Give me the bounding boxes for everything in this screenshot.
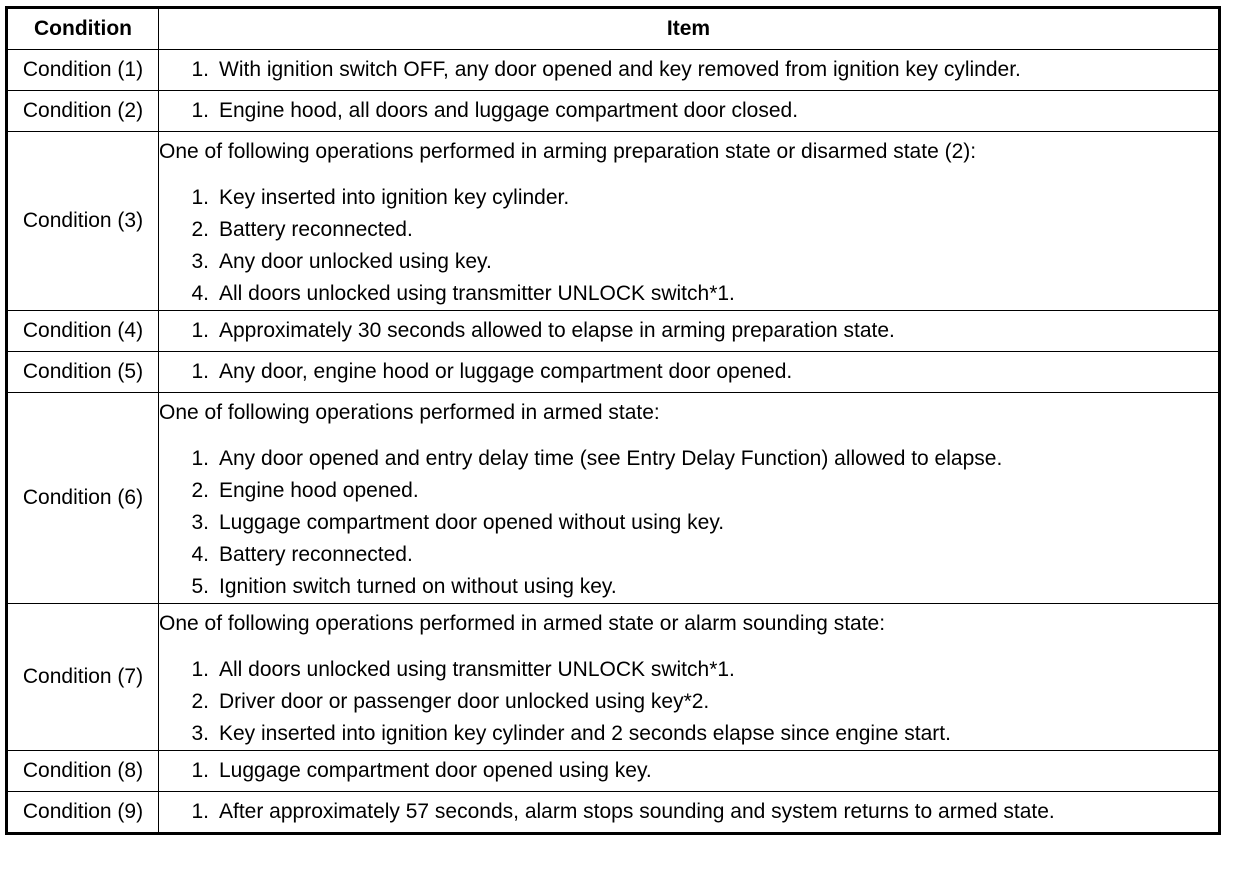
list-item-text: After approximately 57 seconds, alarm stops sounding and system returns to armed state. bbox=[219, 800, 1055, 823]
table-row bbox=[7, 792, 1220, 834]
list-item bbox=[159, 755, 1218, 787]
list-item-text: Any door, engine hood or luggage compartment door opened. bbox=[219, 360, 793, 383]
item-cell bbox=[159, 311, 1220, 352]
list-item-text: With ignition switch OFF, any door opened and key removed from ignition key cylinder. bbox=[219, 58, 1021, 81]
list-item-number: 2. bbox=[191, 218, 209, 241]
list-item-text: Luggage compartment door opened using key. bbox=[219, 759, 652, 782]
list-item-number: 1. bbox=[191, 319, 209, 342]
list-item-text: Luggage compartment door opened without using key. bbox=[219, 511, 725, 534]
list-item bbox=[159, 95, 1218, 127]
list-item-text: Driver door or passenger door unlocked using key*2. bbox=[219, 690, 710, 713]
list-item-text: Battery reconnected. bbox=[219, 218, 413, 241]
list-item-text: Key inserted into ignition key cylinder and 2 seconds elapse since engine start. bbox=[219, 722, 951, 745]
item-intro-text: One of following operations performed in armed state: bbox=[159, 401, 660, 424]
item-cell bbox=[159, 751, 1220, 792]
list-item-text: Battery reconnected. bbox=[219, 543, 413, 566]
list-item-number: 1. bbox=[191, 360, 209, 383]
list-item-number: 1. bbox=[191, 186, 209, 209]
item-list bbox=[159, 443, 1218, 603]
table-row bbox=[7, 393, 1220, 604]
list-item-number: 4. bbox=[191, 543, 209, 566]
item-cell bbox=[159, 792, 1220, 834]
item-list bbox=[159, 755, 1218, 787]
item-list bbox=[159, 356, 1218, 388]
table-row bbox=[7, 311, 1220, 352]
list-item bbox=[159, 214, 1218, 246]
list-item-number: 1. bbox=[191, 58, 209, 81]
list-item-text: All doors unlocked using transmitter UNLOCK switch*1. bbox=[219, 658, 735, 681]
list-item bbox=[159, 246, 1218, 278]
table-row bbox=[7, 91, 1220, 132]
item-list bbox=[159, 95, 1218, 127]
table-row bbox=[7, 352, 1220, 393]
table-row bbox=[7, 604, 1220, 751]
list-item-text: Key inserted into ignition key cylinder. bbox=[219, 186, 570, 209]
list-item bbox=[159, 356, 1218, 388]
list-item bbox=[159, 539, 1218, 571]
conditions-table bbox=[5, 6, 1221, 835]
list-item bbox=[159, 571, 1218, 603]
condition-cell: Condition (5) bbox=[7, 352, 159, 393]
list-item bbox=[159, 686, 1218, 718]
list-item-text: All doors unlocked using transmitter UNLOCK switch*1. bbox=[219, 282, 735, 305]
item-cell bbox=[159, 132, 1220, 311]
list-item bbox=[159, 718, 1218, 750]
table-header-row bbox=[7, 8, 1220, 50]
item-list bbox=[159, 182, 1218, 310]
list-item-number: 2. bbox=[191, 690, 209, 713]
list-item-text: Any door unlocked using key. bbox=[219, 250, 492, 273]
item-list bbox=[159, 315, 1218, 347]
list-item bbox=[159, 654, 1218, 686]
list-item-text: Ignition switch turned on without using key. bbox=[219, 575, 617, 598]
condition-cell: Condition (9) bbox=[7, 792, 159, 834]
list-item-number: 1. bbox=[191, 658, 209, 681]
table-row bbox=[7, 132, 1220, 311]
condition-cell: Condition (3) bbox=[7, 132, 159, 311]
list-item-text: Approximately 30 seconds allowed to elapse in arming preparation state. bbox=[219, 319, 895, 342]
list-item-number: 3. bbox=[191, 511, 209, 534]
list-item-text: Any door opened and entry delay time (see Entry Delay Function) allowed to elapse. bbox=[219, 447, 1003, 470]
column-header-item: Item bbox=[159, 8, 1220, 50]
list-item-number: 3. bbox=[191, 250, 209, 273]
list-item-number: 1. bbox=[191, 800, 209, 823]
item-intro-text: One of following operations performed in arming preparation state or disarmed state (2): bbox=[159, 140, 977, 163]
list-item bbox=[159, 796, 1218, 828]
condition-cell: Condition (4) bbox=[7, 311, 159, 352]
list-item-number: 1. bbox=[191, 99, 209, 122]
condition-cell: Condition (2) bbox=[7, 91, 159, 132]
list-item bbox=[159, 54, 1218, 86]
condition-cell: Condition (8) bbox=[7, 751, 159, 792]
list-item-number: 1. bbox=[191, 447, 209, 470]
condition-cell: Condition (1) bbox=[7, 50, 159, 91]
table-row bbox=[7, 50, 1220, 91]
list-item-number: 4. bbox=[191, 282, 209, 305]
list-item bbox=[159, 278, 1218, 310]
item-list bbox=[159, 54, 1218, 86]
list-item bbox=[159, 475, 1218, 507]
item-cell bbox=[159, 393, 1220, 604]
table-body bbox=[7, 50, 1220, 834]
list-item-number: 1. bbox=[191, 759, 209, 782]
table-row bbox=[7, 751, 1220, 792]
list-item-text: Engine hood, all doors and luggage compartment door closed. bbox=[219, 99, 799, 122]
list-item bbox=[159, 182, 1218, 214]
list-item bbox=[159, 443, 1218, 475]
item-list bbox=[159, 796, 1218, 828]
list-item-number: 2. bbox=[191, 479, 209, 502]
condition-cell: Condition (6) bbox=[7, 393, 159, 604]
list-item bbox=[159, 507, 1218, 539]
item-list bbox=[159, 654, 1218, 750]
column-header-condition: Condition bbox=[7, 8, 159, 50]
item-cell bbox=[159, 91, 1220, 132]
list-item-number: 3. bbox=[191, 722, 209, 745]
item-intro-text: One of following operations performed in armed state or alarm sounding state: bbox=[159, 612, 886, 635]
item-cell bbox=[159, 604, 1220, 751]
item-cell bbox=[159, 352, 1220, 393]
list-item-text: Engine hood opened. bbox=[219, 479, 419, 502]
condition-cell: Condition (7) bbox=[7, 604, 159, 751]
list-item-number: 5. bbox=[191, 575, 209, 598]
item-cell bbox=[159, 50, 1220, 91]
list-item bbox=[159, 315, 1218, 347]
